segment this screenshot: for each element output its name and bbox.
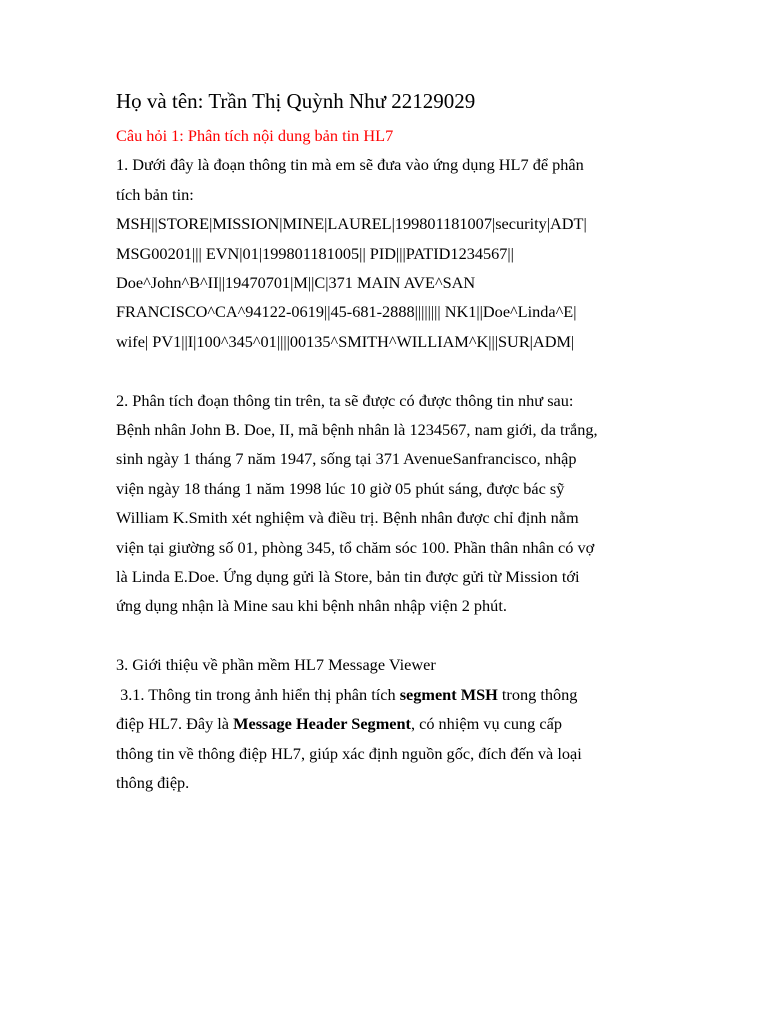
paragraph-line: ứng dụng nhận là Mine sau khi bệnh nhân nhập viện 2 phút.	[116, 596, 507, 616]
paragraph-line: thông điệp.	[116, 772, 190, 792]
bold-term-message-header-segment: Message Header Segment	[233, 714, 411, 734]
section-1-hl7-message	[116, 150, 656, 356]
paragraph-spacer	[116, 356, 656, 385]
hl7-message-line: wife| PV1||I|100^345^01||||00135^SMITH^WILLIAM^K|||SUR|ADM|	[116, 331, 575, 351]
paragraph-line: William K.Smith xét nghiệm và điều trị. Bệnh nhân được chỉ định nằm	[116, 508, 579, 528]
hl7-message-line: MSH||STORE|MISSION|MINE|LAUREL|199801181007|security|ADT|	[116, 214, 587, 234]
paragraph-spacer	[116, 621, 656, 650]
text-span: , có nhiệm vụ cung cấp	[410, 714, 562, 734]
text-span: điệp HL7. Đây là	[116, 714, 234, 734]
hl7-message-line: FRANCISCO^CA^94122-0619||45-681-2888|||||||| NK1||Doe^Linda^E|	[116, 302, 577, 322]
paragraph-line: 2. Phân tích đoạn thông tin trên, ta sẽ được có được thông tin như sau:	[116, 390, 574, 410]
bold-term-segment-msh: segment MSH	[399, 684, 498, 704]
section-3-heading: 3. Giới thiệu về phần mềm HL7 Message Viewer	[116, 655, 436, 675]
paragraph-line: Bệnh nhân John B. Doe, II, mã bệnh nhân là 1234567, nam giới, da trắng,	[116, 420, 598, 440]
hl7-message-line: Doe^John^B^II||19470701|M||C|371 MAIN AVE^SAN	[116, 273, 476, 293]
document-page	[116, 86, 656, 797]
paragraph-line	[116, 680, 656, 709]
text-span: 3.1. Thông tin trong ảnh hiển thị phân tích	[116, 684, 400, 704]
paragraph-line: viện tại giường số 01, phòng 345, tổ chăm sóc 100. Phần thân nhân có vợ	[116, 537, 595, 557]
section-3-viewer-intro	[116, 650, 656, 797]
hl7-message-line: MSG00201||| EVN|01|199801181005|| PID|||PATID1234567||	[116, 243, 514, 263]
question-title: Câu hỏi 1: Phân tích nội dung bản tin HL7	[116, 126, 394, 145]
section-2-analysis	[116, 386, 656, 621]
paragraph-line: là Linda E.Doe. Ứng dụng gửi là Store, bản tin được gửi từ Mission tới	[116, 567, 580, 587]
paragraph-line	[116, 709, 656, 738]
paragraph-line: sinh ngày 1 tháng 7 năm 1947, sống tại 371 AvenueSanfrancisco, nhập	[116, 449, 577, 469]
paragraph-line: thông tin về thông điệp HL7, giúp xác định nguồn gốc, đích đến và loại	[116, 743, 582, 763]
paragraph-line: 1. Dưới đây là đoạn thông tin mà em sẽ đưa vào ứng dụng HL7 để phân	[116, 155, 584, 175]
paragraph-line: viện ngày 18 tháng 1 năm 1998 lúc 10 giờ 05 phút sáng, được bác sỹ	[116, 478, 565, 498]
paragraph-line: tích bản tin:	[116, 184, 194, 204]
text-span: trong thông	[497, 684, 578, 704]
student-name-heading: Họ và tên: Trần Thị Quỳnh Như 22129029	[116, 89, 476, 113]
